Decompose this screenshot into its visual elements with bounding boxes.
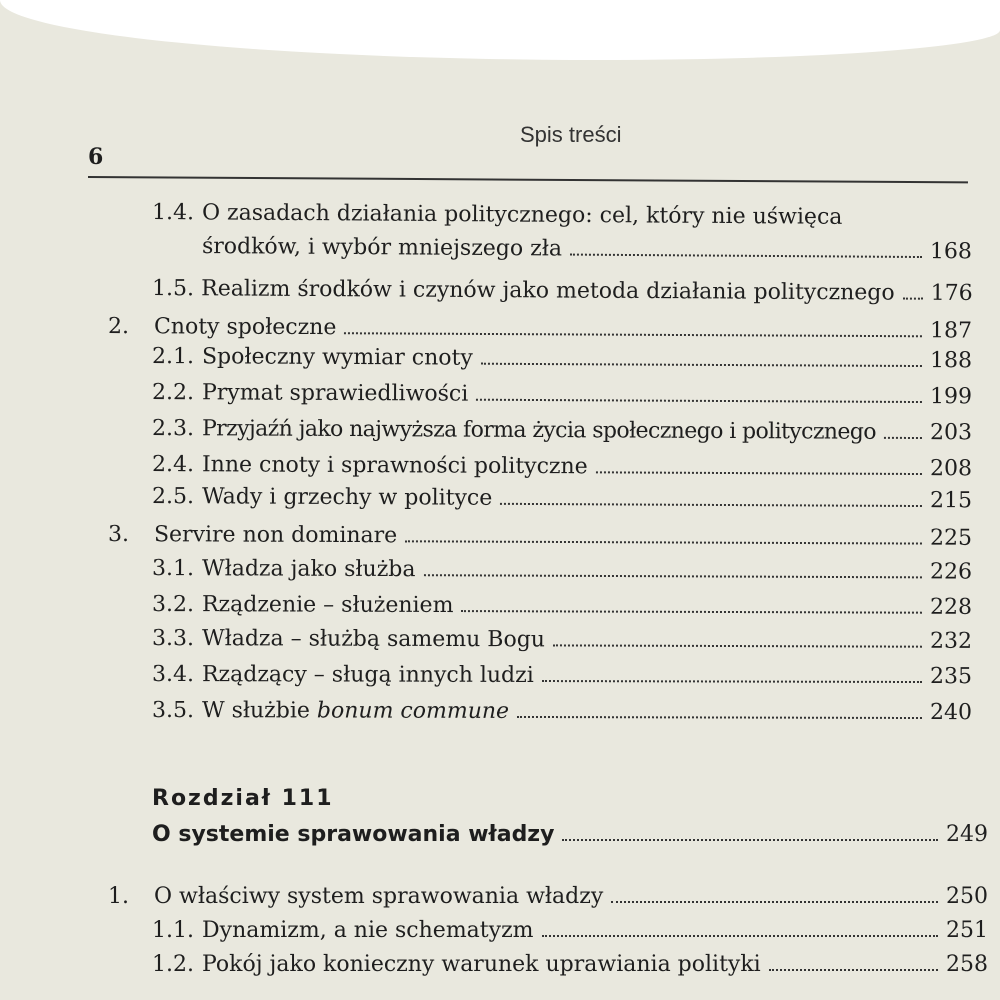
- toc-entry-ch3-1: [108, 884, 988, 909]
- toc-entry-title: Władza – służbą samemu Bogu: [201, 626, 546, 653]
- toc-entry-title: Przyjaźń jako najwyższa forma życia społecznego i politycznego: [201, 416, 877, 445]
- toc-entry-title: Dynamizm, a nie schematyzm: [202, 918, 534, 943]
- toc-entry-2-4: [152, 452, 972, 481]
- page-number: 6: [88, 144, 104, 170]
- chapter-page: 249: [946, 822, 988, 847]
- toc-entry-2-1: [152, 344, 972, 373]
- toc-entry-number: 3.: [107, 522, 130, 548]
- toc-entry-page: 226: [929, 559, 973, 585]
- dot-leader: [553, 644, 922, 647]
- toc-entry-page: 251: [946, 918, 988, 943]
- toc-entry-page: 225: [929, 525, 973, 551]
- toc-entry-3: [108, 522, 972, 551]
- toc-entry-1-5: [152, 276, 972, 306]
- toc-entry-3-1: [152, 556, 972, 585]
- toc-entry-page: 176: [930, 280, 973, 307]
- toc-entry-title: Pokój jako konieczny warunek uprawiania polityki: [202, 952, 761, 977]
- toc-entry-number: 1.1.: [152, 918, 194, 943]
- toc-entry-page: 199: [929, 384, 973, 410]
- toc-entry-3-2: [152, 592, 972, 620]
- toc-entry-ch3-1-2: [152, 952, 988, 977]
- toc-entry-ch3-1-1: [152, 918, 988, 943]
- dot-leader: [611, 901, 938, 903]
- toc-entry-title: O właściwy system sprawowania władzy: [154, 884, 604, 909]
- toc-entry-title: Cnoty społeczne: [153, 314, 337, 341]
- toc-entry-title: O zasadach działania politycznego: cel, który nie uświęca: [201, 200, 843, 230]
- toc-entry-page: 228: [929, 594, 973, 620]
- dot-leader: [424, 574, 922, 578]
- dot-leader: [562, 839, 938, 841]
- toc-entry-number: 3.1.: [151, 556, 195, 582]
- toc-entry-page: 188: [929, 348, 973, 374]
- dot-leader: [884, 437, 922, 439]
- chapter-label: Rozdział 111: [152, 786, 334, 811]
- dot-leader: [344, 332, 922, 337]
- running-header: Spis treści: [520, 122, 622, 147]
- toc-entry-title: Servire non dominare: [153, 522, 398, 549]
- dot-leader: [500, 503, 922, 507]
- toc-entry-number: 2.4.: [151, 452, 195, 478]
- toc-entry-number: 2.1.: [151, 344, 195, 370]
- dot-leader: [517, 716, 922, 719]
- toc-entry-3-5: [152, 698, 972, 725]
- toc-entry-number: 1.4.: [151, 200, 195, 226]
- dot-leader: [596, 471, 922, 475]
- toc-entry-title-prefix: W służbie: [201, 698, 317, 724]
- toc-entry-title: [202, 698, 509, 724]
- toc-entry-number: 2.5.: [151, 484, 195, 510]
- toc-entry-number: 3.4.: [151, 662, 195, 688]
- toc-entry-number: 1.5.: [151, 276, 195, 302]
- toc-entry-title-italic: bonum commune: [316, 698, 510, 724]
- toc-entry-number: 3.5.: [151, 698, 195, 724]
- toc-entry-page: 232: [929, 628, 973, 654]
- toc-entry-3-4: [152, 662, 972, 689]
- toc-entry-page: 168: [929, 239, 973, 265]
- dot-leader: [405, 540, 922, 544]
- toc-entry-title: środków, i wybór mniejszego zła: [201, 234, 563, 262]
- toc-entry-page: 208: [929, 456, 973, 482]
- dot-leader: [461, 610, 922, 614]
- toc-entry-number: 3.3.: [151, 626, 195, 652]
- dot-leader: [769, 969, 938, 971]
- toc-entry-number: 3.2.: [151, 592, 195, 618]
- toc-entry-1-4-continued: [202, 234, 972, 264]
- toc-entry-title: Społeczny wymiar cnoty: [201, 344, 473, 371]
- dot-leader: [481, 363, 922, 367]
- dot-leader: [570, 254, 922, 258]
- toc-entry-title: Rządzący – sługą innych ludzi: [201, 662, 534, 688]
- toc-entry-title: Władza jako służba: [201, 556, 416, 583]
- toc-entry-title: Inne cnoty i sprawności polityczne: [201, 452, 588, 480]
- chapter-title: O systemie sprawowania władzy: [152, 822, 555, 847]
- toc-entry-2-2: [152, 380, 972, 409]
- toc-entry-number: 2.: [107, 314, 130, 340]
- toc-entry-page: 235: [929, 664, 973, 690]
- toc-entry-page: 215: [929, 488, 973, 514]
- toc-entry-number: 2.2.: [151, 380, 195, 406]
- dot-leader: [476, 399, 922, 403]
- toc-entry-number: 1.2.: [152, 952, 194, 977]
- chapter-title-row: [152, 822, 988, 847]
- toc-entry-title: Rządzenie – służeniem: [201, 592, 454, 619]
- toc-entry-number: 2.3.: [151, 416, 195, 442]
- toc-entry-2: [108, 314, 972, 344]
- toc-entry-number: 1.: [108, 884, 129, 909]
- toc-entry-title: Prymat sprawiedliwości: [201, 380, 469, 407]
- toc-entry-title: Wady i grzechy w polityce: [201, 484, 493, 511]
- toc-entry-page: 187: [929, 318, 973, 344]
- dot-leader: [542, 680, 922, 683]
- toc-entry-title: Realizm środków i czynów jako metoda działania politycznego: [201, 276, 895, 306]
- toc-entry-2-3: [152, 416, 972, 445]
- dot-leader: [903, 298, 923, 300]
- toc-entry-2-5: [152, 484, 972, 513]
- toc-entry-page: 203: [929, 420, 973, 446]
- toc-entry-page: 240: [929, 700, 973, 726]
- toc-entry-page: 250: [946, 884, 988, 909]
- dot-leader: [542, 935, 938, 937]
- toc-entry-3-3: [152, 626, 972, 654]
- toc-entry-page: 258: [946, 952, 988, 977]
- toc-entry-1-4: [152, 200, 872, 230]
